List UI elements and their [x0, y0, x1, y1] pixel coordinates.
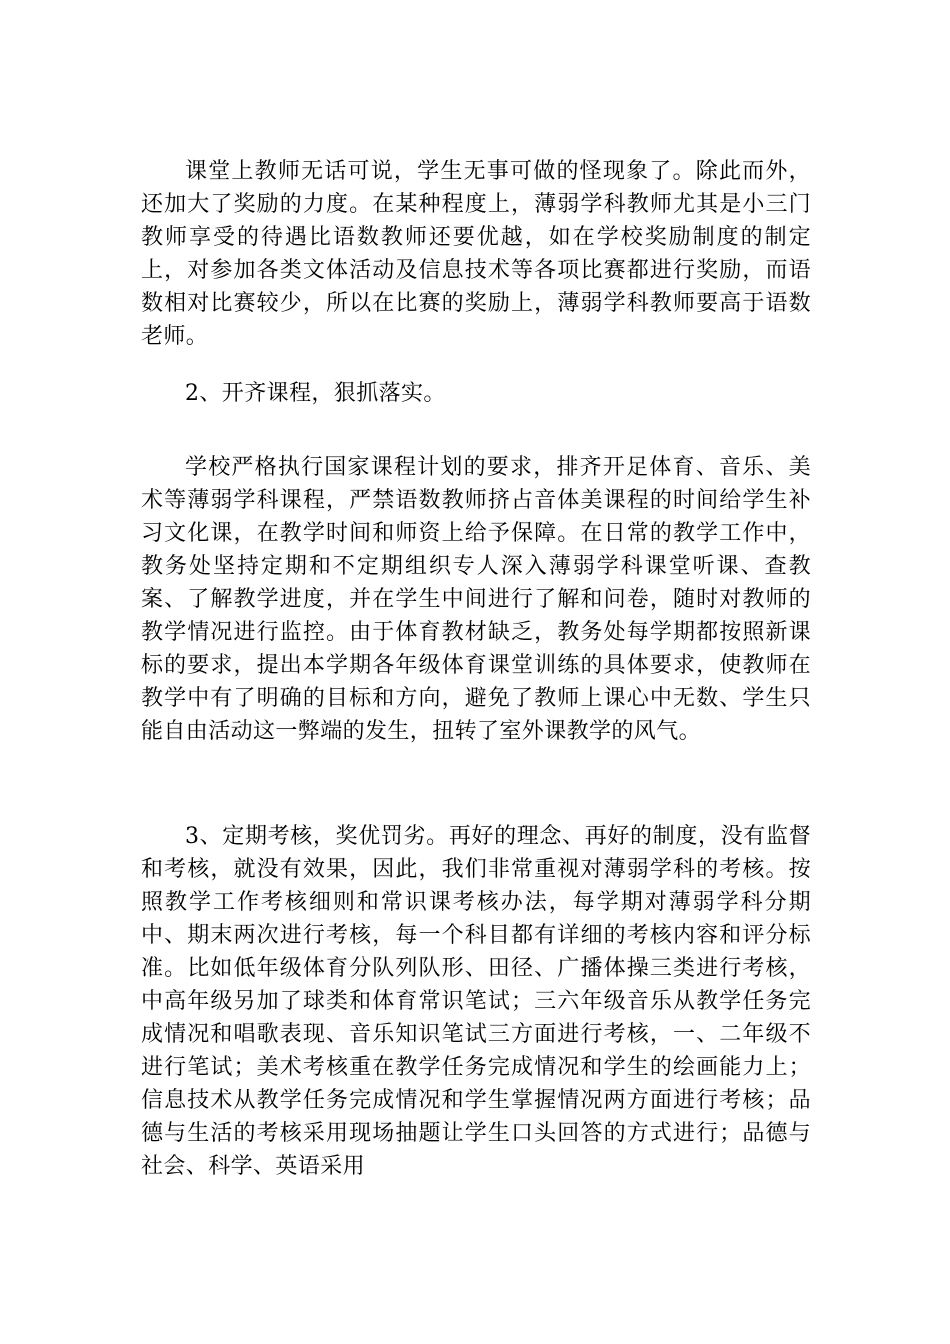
- paragraph-assessment: [141, 820, 811, 1183]
- paragraph-text: 课堂上教师无话可说，学生无事可做的怪现象了。除此而外，还加大了奖励的力度。在某种程度上，薄弱学科教师尤其是小三门教师享受的待遇比语数教师还要优越，如在学校奖励制度的制定上，对参加各类文体活动及信息技术等各项比赛都进行奖励，而语数相对比赛较少，所以在比赛的奖励上，薄弱学科教师要高于语数老师。: [141, 159, 811, 349]
- heading-text: 2、开齐课程，狠抓落实。: [185, 381, 446, 406]
- paragraph-text: 学校严格执行国家课程计划的要求，排齐开足体育、音乐、美术等薄弱学科课程，严禁语数教师挤占音体美课程的时间给学生补习文化课，在教学时间和师资上给予保障。在日常的教学工作中，教务处坚持定期和不定期组织专人深入薄弱学科课堂听课、查教案、了解教学进度，并在学生中间进行了解和问卷，随时对教师的教学情况进行监控。由于体育教材缺乏，教务处每学期都按照新课标的要求，提出本学期各年级体育课堂训练的具体要求，使教师在教学中有了明确的目标和方向，避免了教师上课心中无数、学生只能自由活动这一弊端的发生，扭转了室外课教学的风气。: [141, 455, 811, 744]
- paragraph-curriculum: [141, 451, 811, 748]
- paragraph-rewards: [141, 155, 811, 353]
- section-heading-2: [141, 377, 811, 410]
- paragraph-text: 3、定期考核，奖优罚劣。再好的理念、再好的制度，没有监督和考核，就没有效果，因此，我们非常重视对薄弱学科的考核。按照教学工作考核细则和常识课考核办法，每学期对薄弱学科分期中、期末两次进行考核，每一个科目都有详细的考核内容和评分标准。比如低年级体育分队列队形、田径、广播体操三类进行考核，中高年级另加了球类和体育常识笔试；三六年级音乐从教学任务完成情况和唱歌表现、音乐知识笔试三方面进行考核，一、二年级不进行笔试；美术考核重在教学任务完成情况和学生的绘画能力上；信息技术从教学任务完成情况和学生掌握情况两方面进行考核；品德与生活的考核采用现场抽题让学生口头回答的方式进行；品德与社会、科学、英语采用: [141, 824, 811, 1179]
